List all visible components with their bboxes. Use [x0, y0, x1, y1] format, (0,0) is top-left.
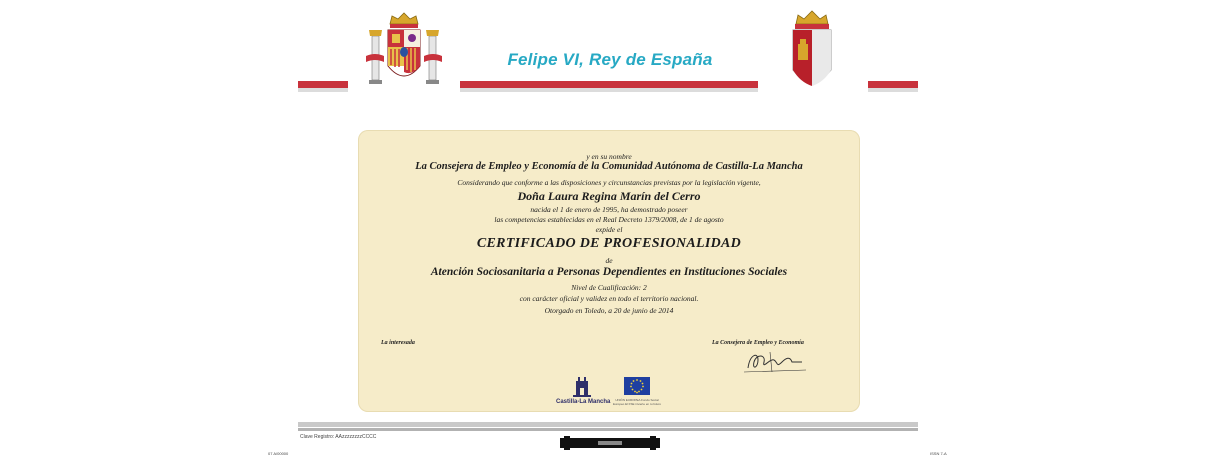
header-stripe-right: [868, 81, 918, 88]
footer-left-code: 07 A/00000: [268, 451, 289, 456]
cert-authority-line: La Consejera de Empleo y Economía de la Comunidad Autónoma de Castilla-La Mancha: [415, 161, 803, 172]
castilla-la-mancha-label: Castilla-La Mancha: [556, 399, 611, 405]
handwritten-signature-icon: [740, 348, 810, 376]
header-stripe-center: [460, 81, 758, 88]
header-title: Felipe VI, Rey de España: [507, 50, 713, 69]
certificate-specialty: Atención Sociosanitaria a Personas Dependientes en Instituciones Sociales: [430, 266, 788, 278]
cert-issues-line: expide el: [595, 225, 623, 234]
header-stripe-left-shadow: [298, 88, 348, 92]
footer-stripe-bottom: [298, 428, 918, 431]
cert-granted-line: Otorgado en Toledo, a 20 de junio de 2014: [544, 306, 674, 315]
cert-validity-line: con carácter oficial y validez en todo el territorio nacional.: [519, 294, 699, 303]
castilla-la-mancha-coat-of-arms-icon: [786, 8, 838, 94]
cert-decree-line: las competencias establecidas en el Real Decreto 1379/2008, de 1 de agosto: [494, 215, 724, 224]
cert-considering-line: Considerando que conforme a las disposiciones y circunstancias previstas por la legislación vigente,: [457, 178, 761, 187]
holder-name: Doña Laura Regina Marín del Cerro: [517, 189, 701, 203]
cert-de-line: de: [605, 256, 613, 265]
header-stripe-left: [298, 81, 348, 88]
eu-flag-icon: [624, 377, 650, 395]
footer-right-code: ISSN 7-A: [930, 451, 947, 456]
registry-key: Clave Registro: AAzzzzzzzzCCCC: [300, 434, 377, 440]
certificate-title: CERTIFICADO DE PROFESIONALIDAD: [476, 236, 742, 251]
footer-barcode: [560, 436, 660, 450]
eu-caption: UNIÓN EUROPEA Fondo Social Europeo El FSE invierte en tu futuro: [612, 398, 662, 406]
footer-stripe-top: [298, 422, 918, 427]
qualification-level: Nivel de Cualificación: 2: [571, 283, 647, 292]
cert-born-line: nacida el 1 de enero de 1995, ha demostrado poseer: [530, 205, 688, 214]
signature-label-holder: La interesada: [381, 340, 415, 346]
castilla-la-mancha-logo-icon: [572, 376, 592, 398]
spain-coat-of-arms-icon: [362, 10, 446, 94]
cert-intro-line: y en su nombre: [586, 152, 632, 161]
header-stripe-right-shadow: [868, 88, 918, 92]
signature-label-consejera: La Consejera de Empleo y Economía: [712, 340, 804, 346]
header-stripe-center-shadow: [460, 88, 758, 92]
